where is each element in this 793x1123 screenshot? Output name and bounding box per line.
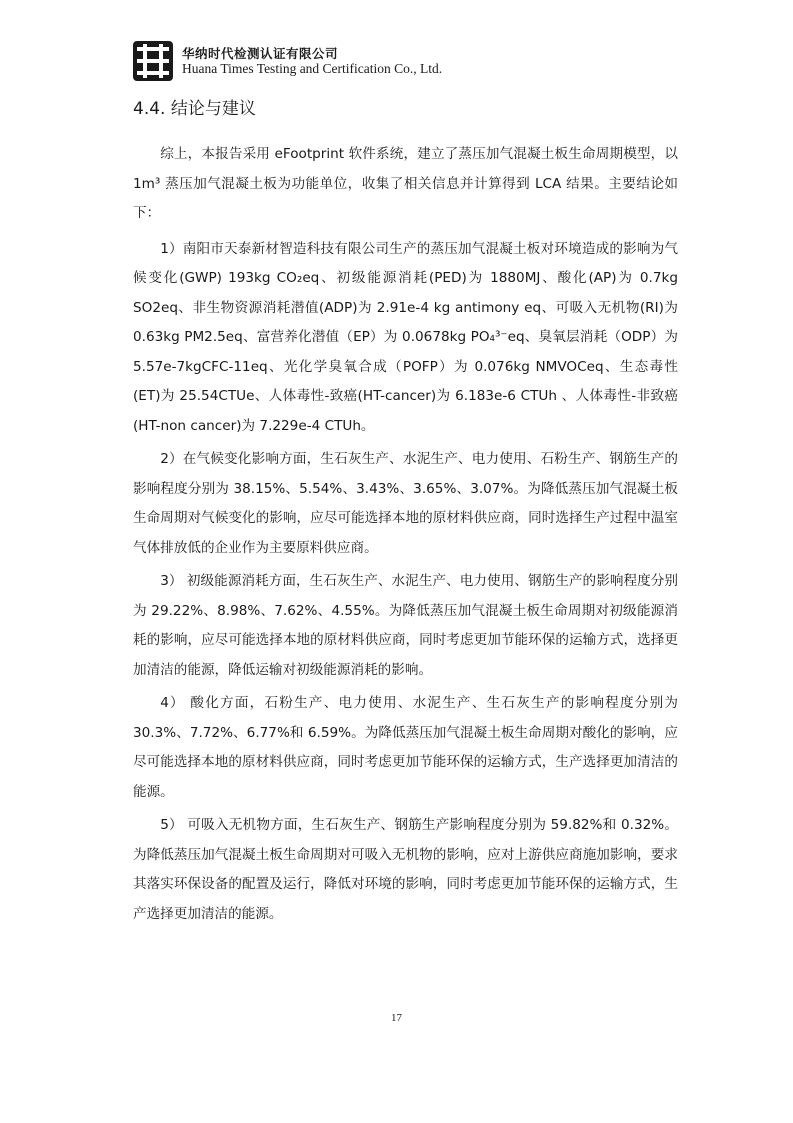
conclusion-item-3: 3） 初级能源消耗方面，生石灰生产、水泥生产、电力使用、钢筋生产的影响程度分别为 29.22%、8.98%、7.62%、4.55%。为降低蒸压加气混凝土板生命周期对初级能源消耗的影响，应尽可能选择本地的原材料供应商，同时考虑更加节能环保的运输方式，选择更加清洁的能源，降低运输对初级能源消耗的影响。 (133, 573, 678, 678)
company-name-en: Huana Times Testing and Certification Co., Ltd. (182, 61, 443, 76)
conclusion-item-4: 4） 酸化方面，石粉生产、电力使用、水泥生产、生石灰生产的影响程度分别为 30.3%、7.72%、6.77%和 6.59%。为降低蒸压加气混凝土板生命周期对酸化的影响，应尽可能选择本地的原材料供应商，同时考虑更加节能环保的运输方式，生产选择更加清洁的能源。 (133, 695, 678, 800)
company-logo-icon (132, 40, 174, 82)
section-title: 4.4. 结论与建议 (133, 99, 256, 119)
conclusion-item-2: 2）在气候变化影响方面，生石灰生产、水泥生产、电力使用、石粉生产、钢筋生产的影响程度分别为 38.15%、5.54%、3.43%、3.65%、3.07%。为降低蒸压加气混凝土板生命周期对气候变化的影响，应尽可能选择本地的原材料供应商，同时选择生产过程中温室气体排放低的企业作为主要原料供应商。 (133, 451, 678, 556)
summary-paragraph: 综上，本报告采用 eFootprint 软件系统，建立了蒸压加气混凝土板生命周期模型，以 1m³ 蒸压加气混凝土板为功能单位，收集了相关信息并计算得到 LCA 结果。主要结论如下： (133, 146, 678, 221)
conclusion-item-5: 5） 可吸入无机物方面，生石灰生产、钢筋生产影响程度分别为 59.82%和 0.32%。为降低蒸压加气混凝土板生命周期对可吸入无机物的影响，应对上游供应商施加影响，要求其落实环保设备的配置及运行，降低对环境的影响，同时考虑更加节能环保的运输方式，生产选择更加清洁的能源。 (133, 817, 678, 922)
conclusion-item-1: 1）南阳市天泰新材智造科技有限公司生产的蒸压加气混凝土板对环境造成的影响为气候变化(GWP) 193kg CO₂eq、初级能源消耗(PED)为 1880MJ、酸化(AP)为 0.7kg SO2eq、非生物资源消耗潜值(ADP)为 2.91e-4 kg antimony eq、可吸入无机物(RI)为 0.63kg PM2.5eq、富营养化潜值（EP）为 0.0678kg PO₄³⁻eq、臭氧层消耗（ODP）为 5.57e-7kgCFC-11eq、光化学臭氧合成（POFP）为 0.076kg NMVOCeq、生态毒性(ET)为 25.54CTUe、人体毒性-致癌(HT-cancer)为 6.183e-6 CTUh 、人体毒性-非致癌(HT-non cancer)为 7.229e-4 CTUh。 (133, 240, 678, 434)
company-name-cn: 华纳时代检测认证有限公司 (182, 46, 339, 61)
page-number: 17 (391, 1012, 402, 1024)
body-content (133, 140, 678, 933)
page-header (132, 40, 512, 86)
